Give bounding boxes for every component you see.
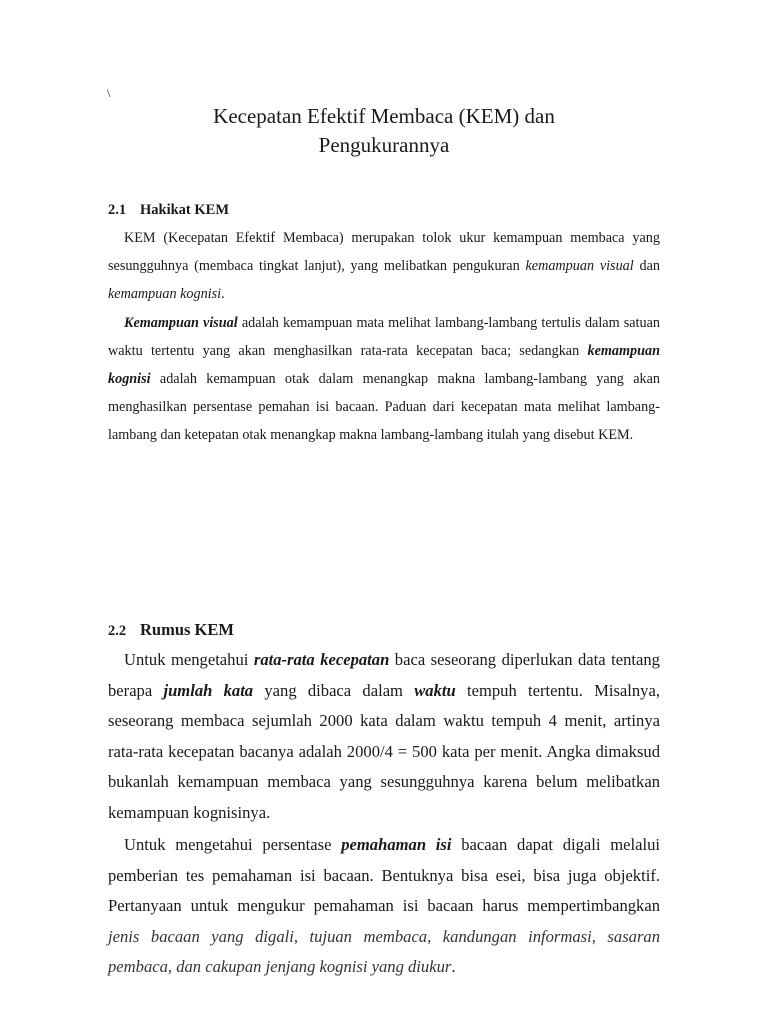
bold-italic-term: Kemampuan visual [124,314,238,331]
bold-italic-term: pemahaman isi [341,835,452,854]
bold-italic-term: kemampuan kognisi [108,342,660,388]
text-run: yang dibaca dalam [253,680,415,700]
section-title: Hakikat KEM [140,202,230,218]
title-line-1: Kecepatan Efektif Membaca (KEM) dan [213,104,555,128]
section-body-2-2 [108,645,660,985]
bold-italic-term: rata-rata kecepatan [253,650,390,669]
text-run: baca seseorang diperlukan data tentang berapa [108,650,660,700]
text-run: dan [633,258,660,275]
italic-term: kemampuan visual [525,258,634,275]
stray-mark: \ [107,86,111,100]
section-body-2-1 [108,224,660,450]
section-heading-2-1 [108,197,229,223]
italic-term: kemampuan kognisi [108,286,222,303]
paragraph [108,224,660,309]
text-run: Untuk mengetahui persentase [124,835,342,854]
section-number: 2.1 [108,202,127,218]
text-run: . [451,957,456,976]
italic-phrase: jenis bacaan yang digali, tujuan membaca, kandungan informasi, sasaran pembaca, dan cakupan jenjang kognisi yang diukur [108,926,660,976]
bold-italic-term: waktu [414,680,456,700]
section-number: 2.2 [108,623,127,639]
section-title: Rumus KEM [140,620,234,639]
paragraph [108,309,660,450]
text-run: tempuh tertentu. Misalnya, seseorang membaca sejumlah 2000 kata dalam waktu tempuh 4 menit, artinya rata-rata kecepatan bacanya adalah 2000/4 = 500 kata per menit. Angka dimaksud bukanlah kemampuan membaca yang sesungguhnya karena belum melibatkan kemampuan kognisinya. [108,680,660,822]
document-title [108,102,660,160]
text-run: Untuk mengetahui [124,650,254,669]
title-line-2: Pengukurannya [318,133,450,157]
paragraph [108,645,660,828]
text-run: adalah kemampuan otak dalam menangkap makna lambang-lambang yang akan menghasilkan persentase pemahan isi bacaan. Paduan dari kecepatan mata melihat lambang-lambang dan ketepatan otak menangkap makna lambang-lambang itulah yang disebut KEM. [108,371,660,444]
text-run: . [221,286,225,303]
text-run: KEM (Kecepatan Efektif Membaca) merupakan tolok ukur kemampuan membaca yang sesungguhnya (membaca tingkat lanjut), yang melibatkan pengukuran [108,230,660,275]
text-run: mempertimbangkan [527,896,660,915]
text-run: bacaan dapat digali melalui pemberian tes pemahaman isi bacaan. Bentuknya bisa esei, bisa juga objektif. Pertanyaan untuk mengukur pemahaman isi bacaan harus [108,835,660,915]
paragraph [108,830,660,983]
section-heading-2-2 [108,616,234,645]
bold-italic-term: jumlah kata [163,680,254,700]
text-run: adalah kemampuan mata melihat lambang-lambang tertulis dalam satuan waktu tertentu yang akan menghasilkan rata-rata kecepatan baca; sedangkan [108,314,660,359]
